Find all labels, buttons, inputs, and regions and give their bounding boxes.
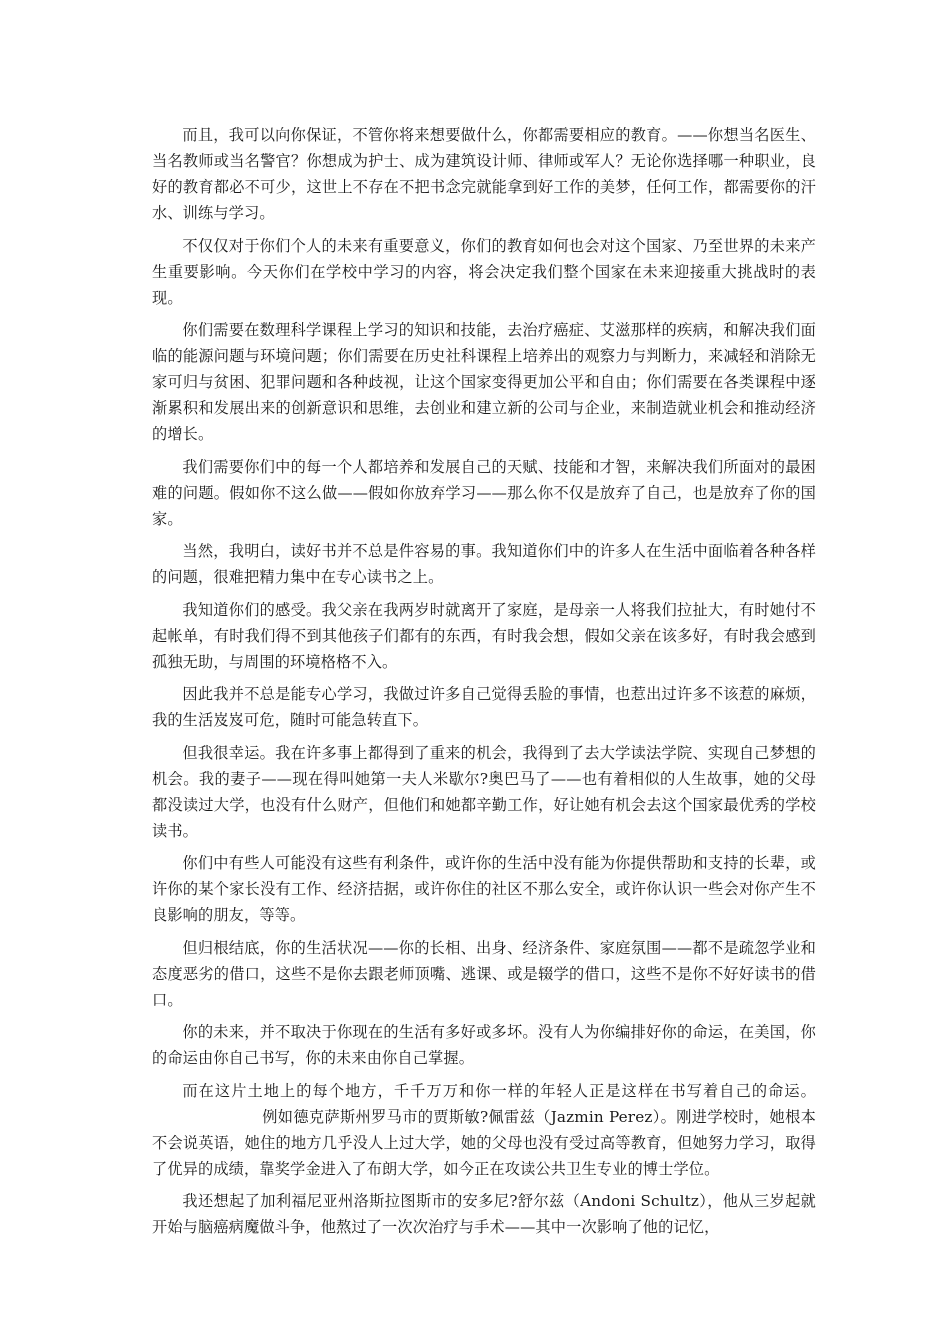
paragraph-4: 我们需要你们中的每一个人都培养和发展自己的天赋、技能和才智，来解决我们所面对的最困难的问题。假如你不这么做——假如你放弃学习——那么你不仅是放弃了自己，也是放弃了你的国家。: [152, 457, 816, 528]
paragraph-12-part-1: 而在这片土地上的每个地方，千千万万和你一样的年轻人正是这样在书写着自己的命运。: [182, 1081, 816, 1100]
paragraph-6: 我知道你们的感受。我父亲在我两岁时就离开了家庭，是母亲一人将我们拉扯大，有时她付不起帐单，有时我们得不到其他孩子们都有的东西，有时我会想，假如父亲在该多好，有时我会感到孤独无助，与周围的环境格格不入。: [152, 600, 816, 671]
paragraph-8: 但我很幸运。我在许多事上都得到了重来的机会，我得到了去大学读法学院、实现自己梦想的机会。我的妻子——现在得叫她第一夫人米歇尔?奥巴马了——也有着相似的人生故事，她的父母都没读过大学，也没有什么财产，但他们和她都辛勤工作，好让她有机会去这个国家最优秀的学校读书。: [152, 743, 816, 840]
paragraph-3: 你们需要在数理科学课程上学习的知识和技能，去治疗癌症、艾滋那样的疾病，和解决我们面临的能源问题与环境问题；你们需要在历史社科课程上培养出的观察力与判断力，来减轻和消除无家可归与贫困、犯罪问题和各种歧视，让这个国家变得更加公平和自由；你们需要在各类课程中逐渐累积和发展出来的创新意识和思维，去创业和建立新的公司与企业，来制造就业机会和推动经济的增长。: [152, 321, 816, 443]
paragraph-7: 因此我并不总是能专心学习，我做过许多自己觉得丢脸的事情，也惹出过许多不该惹的麻烦，我的生活岌岌可危，随时可能急转直下。: [152, 685, 816, 729]
paragraph-13: 我还想起了加利福尼亚州洛斯拉图斯市的安多尼?舒尔兹（Andoni Schultz），他从三岁起就开始与脑癌病魔做斗争，他熬过了一次次治疗与手术——其中一次影响了他的记忆，: [152, 1192, 816, 1236]
paragraph-11: 你的未来，并不取决于你现在的生活有多好或多坏。没有人为你编排好你的命运，在美国，你的命运由你自己书写，你的未来由你自己掌握。: [152, 1023, 816, 1067]
paragraph-9: 你们中有些人可能没有这些有利条件，或许你的生活中没有能为你提供帮助和支持的长辈，或许你的某个家长没有工作、经济拮据，或许你住的社区不那么安全，或许你认识一些会对你产生不良影响的朋友，等等。: [152, 854, 816, 924]
paragraph-12: [152, 1078, 816, 1182]
paragraph-12-part-2: 例如德克萨斯州罗马市的贾斯敏?佩雷兹（Jazmin Perez）。刚进学校时，她根本不会说英语，她住的地方几乎没人上过大学，她的父母也没有受过高等教育，但她努力学习，取得了优异的成绩，靠奖学金进入了布朗大学，如今正在攻读公共卫生专业的博士学位。: [152, 1107, 816, 1178]
document-body: [152, 122, 816, 1247]
paragraph-1: 而且，我可以向你保证，不管你将来想要做什么，你都需要相应的教育。——你想当名医生、当名教师或当名警官？你想成为护士、成为建筑设计师、律师或军人？无论你选择哪一种职业，良好的教育都必不可少，这世上不存在不把书念完就能拿到好工作的美梦，任何工作，都需要你的汗水、训练与学习。: [152, 126, 816, 222]
paragraph-2: 不仅仅对于你们个人的未来有重要意义，你们的教育如何也会对这个国家、乃至世界的未来产生重要影响。今天你们在学校中学习的内容，将会决定我们整个国家在未来迎接重大挑战时的表现。: [152, 236, 816, 307]
paragraph-5: 当然，我明白，读好书并不总是件容易的事。我知道你们中的许多人在生活中面临着各种各样的问题，很难把精力集中在专心读书之上。: [152, 542, 816, 586]
paragraph-10: 但归根结底，你的生活状况——你的长相、出身、经济条件、家庭氛围——都不是疏忽学业和态度恶劣的借口，这些不是你去跟老师顶嘴、逃课、或是辍学的借口，这些不是你不好好读书的借口。: [152, 938, 816, 1009]
